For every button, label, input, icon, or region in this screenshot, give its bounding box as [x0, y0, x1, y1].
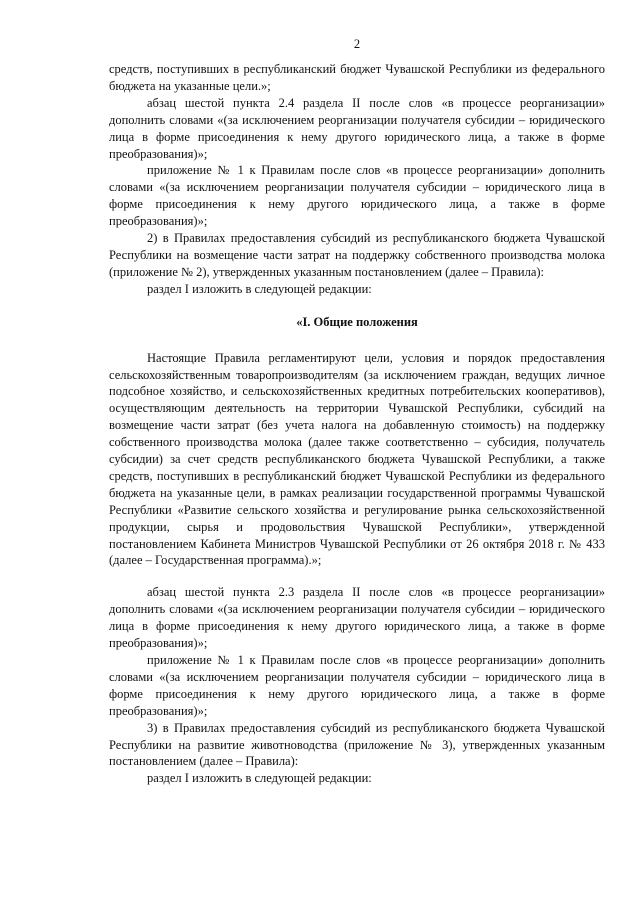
- paragraph-block-2: [109, 350, 605, 570]
- paragraph: 3) в Правилах предоставления субсидий из республиканского бюджета Чувашской Республики на развитие животноводства (приложение № 3), утвержденных указанным постановлением (далее – Правила):: [109, 720, 605, 769]
- paragraph: приложение № 1 к Правилам после слов «в процессе реорганизации» дополнить словами «(за исключением реорганизации получателя субсидии – юридического лица в форме присоединения к нему другого юридического лица, а также в форме преобразования)»;: [109, 653, 605, 718]
- paragraph: абзац шестой пункта 2.4 раздела II после слов «в процессе реорганизации» дополнить словами «(за исключением реорганизации получателя субсидии – юридического лица в форме присоединения к нему другого юридического лица, а также в форме преобразования)»;: [109, 95, 605, 161]
- section-heading: «I. Общие положения: [296, 314, 418, 329]
- paragraph-gap: [109, 569, 605, 584]
- paragraph: 2) в Правилах предоставления субсидий из республиканского бюджета Чувашской Республики на возмещение части затрат на поддержку собственного производства молока (приложение № 2), утвержденных указанным постановлением (далее – Правила):: [109, 231, 605, 279]
- paragraph-block-3: [109, 584, 605, 787]
- paragraph: средств, поступивших в республиканский бюджет Чувашской Республики из федерального бюджета на указанные цели.»;: [109, 62, 605, 93]
- paragraph: приложение № 1 к Правилам после слов «в процессе реорганизации» дополнить словами «(за исключением реорганизации получателя субсидии – юридического лица в форме присоединения к нему другого юридического лица, а также в форме преобразования)»;: [109, 163, 605, 229]
- paragraph: раздел I изложить в следующей редакции:: [147, 281, 372, 296]
- paragraph: абзац шестой пункта 2.3 раздела II после слов «в процессе реорганизации» дополнить словами «(за исключением реорганизации получателя субсидии – юридического лица в форме присоединения к нему другого юридического лица, а также в форме преобразования)»;: [109, 585, 605, 651]
- paragraph: Настоящие Правила регламентируют цели, условия и порядок предоставления сельскохозяйственным товаропроизводителям (за исключением граждан, ведущих личное подсобное хозяйство, и сельскохозяйственных кредитных потребительских кооперативов), осуществляющим деятельность на территории Чувашской Республики, субсидий на возмещение части затрат (без учета налога на добавленную стоимость) на поддержку собственного производства молока (далее также соответственно – субсидия, получатель субсидии) за счет средств республиканского бюджета Чувашской Республики, а также средств, поступивших в республиканский бюджет Чувашской Республики из федерального бюджета на указанные цели, в рамках реализации государственной программы Чувашской Республики «Развитие сельского хозяйства и регулирование рынка сельскохозяйственной продукции, сырья и продовольствия Чувашской Республики», утвержденной постановлением Кабинета Министров Чувашской Республики от 26 октября 2018 г. № 433 (далее – Государственная программа).»;: [109, 350, 605, 568]
- page-number: 2: [353, 37, 361, 51]
- paragraph-block-1: [109, 61, 605, 298]
- paragraph: раздел I изложить в следующей редакции:: [147, 771, 372, 786]
